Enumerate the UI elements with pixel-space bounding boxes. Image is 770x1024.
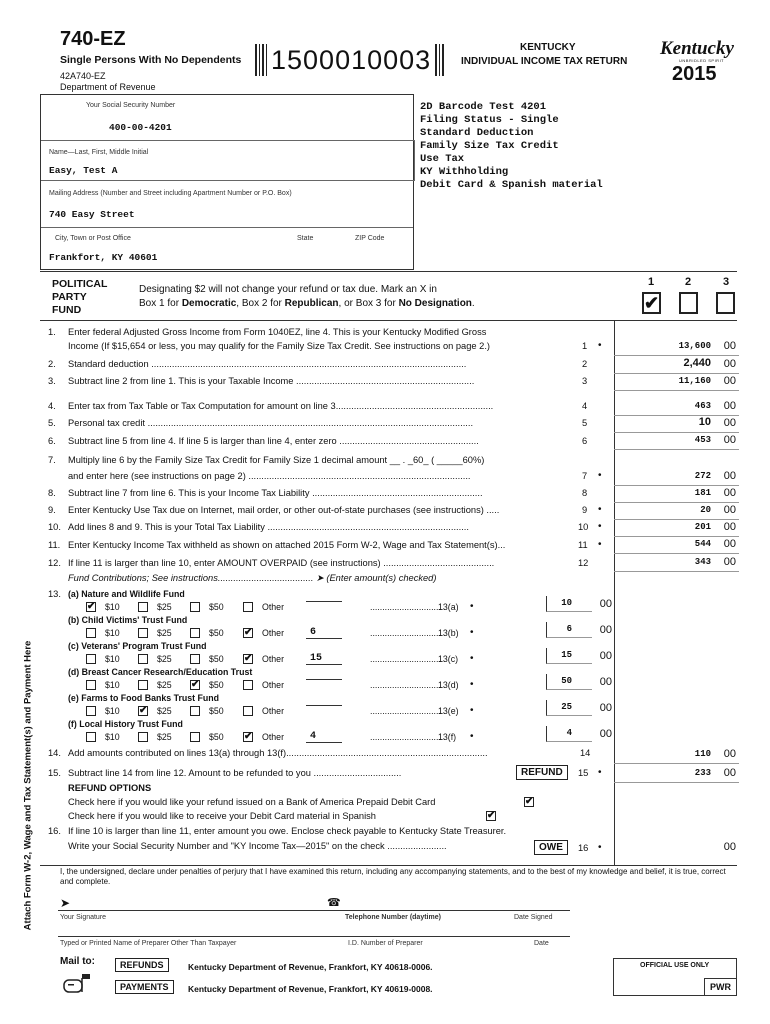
no-designation-label: No Designation xyxy=(398,298,472,309)
declaration-text: I, the undersigned, declare under penalties of perjury that I have examined this return, including any accompanying statements, and to the best of my knowledge and belief, it is true, correct and complete. xyxy=(60,867,726,886)
line-9-number: 9. xyxy=(48,505,56,515)
fund-0-option-3: Other xyxy=(262,602,285,612)
signature-label: Your Signature xyxy=(60,914,107,921)
line-10-text: Add lines 8 and 9. This is your Total Tax Liability .............................................................................. xyxy=(68,522,469,532)
party-box-1[interactable]: ✔ xyxy=(644,293,660,313)
refund-option-debit: Check here if you would like your refund issued on a Bank of America Prepaid Debit Card xyxy=(68,797,436,807)
ssn-field[interactable]: 400-00-4201 xyxy=(109,122,172,133)
fund-3-checkbox-2[interactable]: ✔ xyxy=(191,679,200,690)
fund-0-option-2: $50 xyxy=(209,602,224,612)
date-signed-label: Date Signed xyxy=(514,914,553,921)
line-11-amount: 544 xyxy=(694,539,711,549)
fund-0-dots: .............................. xyxy=(370,602,444,612)
line-16-ref: 16 xyxy=(578,843,589,853)
line-12-amount-box[interactable] xyxy=(614,554,739,572)
line-16-cents: 00 xyxy=(723,841,736,853)
line-8-text: Subtract line 7 from line 6. This is your Income Tax Liability .................................................................. xyxy=(68,488,483,498)
fund-1-option-3: Other xyxy=(262,628,285,638)
line-4-ref: 4 xyxy=(582,401,588,411)
party-box-2[interactable] xyxy=(679,292,698,314)
republican-label: Republican xyxy=(284,298,339,309)
fund-4-option-1: $25 xyxy=(157,706,172,716)
debit-card-checkbox[interactable]: ✔ xyxy=(525,796,534,807)
fund-1-option-2: $50 xyxy=(209,628,224,638)
fund-1-bullet: • xyxy=(470,627,474,638)
line-14-amount: 110 xyxy=(694,749,711,759)
fund-0-other-input[interactable] xyxy=(306,601,342,602)
line-15-number: 15. xyxy=(48,768,61,778)
line-1-ref: 1 xyxy=(582,341,588,351)
fund-3-other-input[interactable] xyxy=(306,679,342,680)
line-6-ref: 6 xyxy=(582,436,588,446)
line-12-cents: 00 xyxy=(723,556,736,568)
signature-arrow-icon: ➤ xyxy=(60,896,71,910)
fund-0-amount-box[interactable] xyxy=(546,596,612,612)
fund-4-ref: 13(e) xyxy=(438,706,459,716)
refund-options-title: REFUND OPTIONS xyxy=(68,783,152,793)
political-text-1: Designating $2 will not change your refund or tax due. Mark an X in xyxy=(139,284,437,295)
fund-2-bullet: • xyxy=(470,653,474,664)
line-16-bullet: • xyxy=(598,842,602,853)
democratic-label: Democratic xyxy=(181,298,237,309)
fund-4-checkbox-1[interactable]: ✔ xyxy=(139,705,148,716)
fund-2-checkbox-3[interactable]: ✔ xyxy=(244,653,253,664)
line-12-amount: 343 xyxy=(694,557,711,567)
form-code: 42A740-EZ xyxy=(60,71,106,81)
fund-1-option-1: $25 xyxy=(157,628,172,638)
official-use-code: PWR xyxy=(704,978,736,995)
kentucky-logo: Kentucky xyxy=(660,38,734,59)
fund-3-checkbox-1[interactable] xyxy=(138,680,148,690)
ssn-label: Your Social Security Number xyxy=(86,102,176,109)
fund-4-amount-box[interactable] xyxy=(546,700,612,716)
fund-5-amount-box[interactable] xyxy=(546,726,612,742)
line-6-amount: 453 xyxy=(694,435,711,445)
fund-4-cents: 00 xyxy=(599,702,612,714)
fund-1-ref: 13(b) xyxy=(438,628,459,638)
fund-1-checkbox-1[interactable] xyxy=(138,628,148,638)
fund-1-dots: .............................. xyxy=(370,628,444,638)
line-2-amount-box[interactable] xyxy=(614,356,739,374)
line-16-amount-box[interactable] xyxy=(614,839,739,857)
fund-1-cents: 00 xyxy=(599,624,612,636)
fund-2-cents: 00 xyxy=(599,650,612,662)
fund-1-other-input[interactable]: 6 xyxy=(306,627,342,639)
address-field[interactable]: 740 Easy Street xyxy=(49,209,135,220)
line-8-number: 8. xyxy=(48,488,56,498)
line-5-number: 5. xyxy=(48,418,56,428)
line-1-amount: 13,600 xyxy=(678,341,711,351)
political-text-pre: Box 1 for xyxy=(139,298,182,309)
fund-2-option-1: $25 xyxy=(157,654,172,664)
fund-2-ref: 13(c) xyxy=(438,654,459,664)
fund-0-ref: 13(a) xyxy=(438,602,459,612)
fund-1-option-0: $10 xyxy=(105,628,120,638)
fund-2-amount: 15 xyxy=(561,650,572,660)
fund-0-checkbox-0[interactable]: ✔ xyxy=(87,601,96,612)
name-label: Name—Last, First, Middle Initial xyxy=(49,149,149,156)
line-15-bullet: • xyxy=(598,767,602,778)
owe-label: OWE xyxy=(534,840,568,855)
political-text-end: . xyxy=(471,298,475,309)
fund-4-checkbox-0[interactable] xyxy=(86,706,96,716)
fund-0-label: (a) Nature and Wildlife Fund xyxy=(68,589,185,599)
fund-4-label: (e) Farms to Food Banks Trust Fund xyxy=(68,693,220,703)
refunds-address: Kentucky Department of Revenue, Frankfort, KY 40618-0006. xyxy=(188,962,433,972)
line-15-text: Subtract line 14 from line 12. Amount to be refunded to you .................................. xyxy=(68,768,402,778)
line-15-ref: 15 xyxy=(578,768,589,778)
line-14-text: Add amounts contributed on lines 13(a) through 13(f).............................................................................. xyxy=(68,748,488,758)
line-16-number: 16. xyxy=(48,826,61,836)
political-text-2 xyxy=(139,298,475,309)
line-9-ref: 9 xyxy=(582,505,588,515)
fund-1-label: (b) Child Victims' Trust Fund xyxy=(68,615,188,625)
fund-5-option-3: Other xyxy=(262,732,285,742)
preparer-id-label: I.D. Number of Preparer xyxy=(348,940,423,947)
fund-0-checkbox-1[interactable] xyxy=(138,602,148,612)
box-label-3: 3 xyxy=(723,276,730,288)
line-9-cents: 00 xyxy=(723,504,736,516)
line-6-cents: 00 xyxy=(723,434,736,446)
line-1-text-2: Income (If $15,654 or less, you may qualify for the Family Size Tax Credit. See instructions on page 2.) xyxy=(68,341,491,351)
fund-0-option-0: $10 xyxy=(105,602,120,612)
taxpayer-info-box xyxy=(40,94,414,270)
fund-1-checkbox-2[interactable] xyxy=(190,628,200,638)
line-15-amount: 233 xyxy=(694,768,711,778)
party-box-3[interactable] xyxy=(716,292,735,314)
department: Department of Revenue xyxy=(60,82,156,92)
fund-3-cents: 00 xyxy=(599,676,612,688)
official-use-label: OFFICIAL USE ONLY xyxy=(640,962,710,969)
box-label-2: 2 xyxy=(685,276,692,288)
fund-3-bullet: • xyxy=(470,679,474,690)
refund-option-spanish: Check here if you would like to receive your Debit Card material in Spanish xyxy=(68,811,376,821)
fund-4-other-input[interactable] xyxy=(306,705,342,706)
political-title-2: PARTY xyxy=(52,291,87,303)
political-party-fund xyxy=(40,271,737,321)
line-7-ref: 7 xyxy=(582,471,588,481)
line-11-amount-box[interactable] xyxy=(614,536,739,554)
line-3-amount: 11,160 xyxy=(678,376,711,386)
fund-4-checkbox-3[interactable] xyxy=(243,706,253,716)
line-4-cents: 00 xyxy=(723,400,736,412)
line-10-amount: 201 xyxy=(694,522,711,532)
line-14-amount-box[interactable] xyxy=(614,746,739,764)
fund-5-other-input[interactable]: 4 xyxy=(306,731,342,743)
line-2-cents: 00 xyxy=(723,358,736,370)
line-5-amount-box[interactable] xyxy=(614,415,739,433)
fund-5-option-1: $25 xyxy=(157,732,172,742)
line-10-ref: 10 xyxy=(578,522,589,532)
line-5-amount: 10 xyxy=(698,416,711,428)
payments-box: PAYMENTS xyxy=(115,980,174,994)
fund-3-amount: 50 xyxy=(561,676,572,686)
tax-year: 2015 xyxy=(672,63,717,85)
line-11-number: 11. xyxy=(48,540,61,550)
fund-0-bullet: • xyxy=(470,601,474,612)
mailbox-icon xyxy=(62,972,94,994)
fund-0-cents: 00 xyxy=(599,598,612,610)
line-4-text: Enter tax from Tax Table or Tax Computation for amount on line 3............................................................. xyxy=(68,401,494,411)
fund-4-bullet: • xyxy=(470,705,474,716)
line-9-bullet: • xyxy=(598,504,602,515)
line-2-text: Standard deduction .......................................................................................................................... xyxy=(68,359,467,369)
fund-0-checkbox-2[interactable] xyxy=(190,602,200,612)
line-16-text: If line 10 is larger than line 11, enter amount you owe. Enclose check payable to Kentucky State Treasurer. xyxy=(68,826,507,836)
line-9-amount-box[interactable] xyxy=(614,502,739,520)
line-5-ref: 5 xyxy=(582,418,588,428)
fund-5-cents: 00 xyxy=(599,728,612,740)
line-7-amount: 272 xyxy=(694,471,711,481)
fund-3-option-0: $10 xyxy=(105,680,120,690)
fund-4-amount: 25 xyxy=(561,702,572,712)
form-number: 740-EZ xyxy=(60,28,126,50)
line-3-ref: 3 xyxy=(582,376,588,386)
line-10-number: 10. xyxy=(48,522,61,532)
fund-2-dots: .............................. xyxy=(370,654,444,664)
line-1-cents: 00 xyxy=(723,340,736,352)
fund-1-checkbox-3[interactable]: ✔ xyxy=(244,627,253,638)
line-3-number: 3. xyxy=(48,376,56,386)
fund-5-checkbox-2[interactable] xyxy=(190,732,200,742)
state-name: KENTUCKY xyxy=(520,42,576,53)
fund-5-checkbox-0[interactable] xyxy=(86,732,96,742)
line-11-bullet: • xyxy=(598,539,602,550)
logo-tagline: UNBRIDLED SPIRIT xyxy=(679,58,725,63)
line-7-number: 7. xyxy=(48,455,56,465)
fund-2-label: (c) Veterans' Program Trust Fund xyxy=(68,641,207,651)
line-16-text-2: Write your Social Security Number and "KY Income Tax—2015" on the check ....................... xyxy=(68,841,447,851)
barcode-number: 1500010003 xyxy=(271,44,432,75)
fund-3-checkbox-3[interactable] xyxy=(243,680,253,690)
city-state-zip-field[interactable]: Frankfort, KY 40601 xyxy=(49,252,158,263)
line-4-amount: 463 xyxy=(694,401,711,411)
line-1-text: Enter federal Adjusted Gross Income from Form 1040EZ, line 4. This is your Kentucky Modified Gross xyxy=(68,327,487,337)
line-15-amount-box[interactable] xyxy=(614,765,739,783)
line-11-ref: 11 xyxy=(578,540,588,550)
line-8-cents: 00 xyxy=(723,487,736,499)
line-5-cents: 00 xyxy=(723,417,736,429)
fund-3-amount-box[interactable] xyxy=(546,674,612,690)
fund-5-option-2: $50 xyxy=(209,732,224,742)
fund-4-option-3: Other xyxy=(262,706,285,716)
fund-2-option-2: $50 xyxy=(209,654,224,664)
fund-2-checkbox-0[interactable] xyxy=(86,654,96,664)
attach-instructions: Attach Form W-2, Wage and Tax Statement(s) and Payment Here xyxy=(22,640,34,931)
fund-1-amount: 6 xyxy=(566,624,572,634)
fund-2-other-input[interactable]: 15 xyxy=(306,653,342,665)
line-2-number: 2. xyxy=(48,359,56,369)
name-field[interactable]: Easy, Test A xyxy=(49,165,118,176)
political-title xyxy=(52,278,107,317)
line-6-amount-box[interactable] xyxy=(614,432,739,450)
line-6-number: 6. xyxy=(48,436,56,446)
line-8-ref: 8 xyxy=(582,488,588,498)
line-4-amount-box[interactable] xyxy=(614,398,739,416)
line-7-text: Multiply line 6 by the Family Size Tax Credit for Family Size 1 decimal amount __ . _60_ ( _____60%) xyxy=(68,455,485,465)
line-1-number: 1. xyxy=(48,327,56,337)
line-6-text: Subtract line 5 from line 4. If line 5 is larger than line 4, enter zero ...................................................... xyxy=(68,436,479,446)
payments-address: Kentucky Department of Revenue, Frankfort, KY 40619-0008. xyxy=(188,984,433,994)
line-12-text: If line 11 is larger than line 10, enter AMOUNT OVERPAID (see instructions) ........................................... xyxy=(68,558,495,568)
fund-0-checkbox-3[interactable] xyxy=(243,602,253,612)
fund-5-checkbox-3[interactable]: ✔ xyxy=(244,731,253,742)
fund-5-dots: .............................. xyxy=(370,732,444,742)
fund-contributions-header: Fund Contributions; See instructions..................................... ➤ (Enter amount(s) checked) xyxy=(68,573,437,583)
line-3-amount-box[interactable] xyxy=(614,373,739,391)
line-1-bullet: • xyxy=(598,340,602,351)
refunds-box: REFUNDS xyxy=(115,958,169,972)
fund-1-checkbox-0[interactable] xyxy=(86,628,96,638)
line-14-number: 14. xyxy=(48,748,61,758)
line-11-text: Enter Kentucky Income Tax withheld as shown on attached 2015 Form W-2, Wage and Tax Statement(s)... xyxy=(68,540,506,550)
date-label: Date xyxy=(534,940,549,947)
line-4-number: 4. xyxy=(48,401,56,411)
fund-0-option-1: $25 xyxy=(157,602,172,612)
fund-5-option-0: $10 xyxy=(105,732,120,742)
fund-5-label: (f) Local History Trust Fund xyxy=(68,719,183,729)
political-text-mid2: , or Box 3 for xyxy=(338,298,399,309)
line-13-number: 13. xyxy=(48,589,61,599)
test-notes: 2D Barcode Test 4201 Filing Status - Single Standard Deduction Family Size Tax Credit Use Tax KY Withholding Debit Card & Spanish material xyxy=(420,101,603,191)
line-7-cents: 00 xyxy=(723,470,736,482)
line-10-cents: 00 xyxy=(723,521,736,533)
fund-3-dots: .............................. xyxy=(370,680,444,690)
telephone-icon: ☎ xyxy=(327,897,341,909)
refund-label: REFUND xyxy=(516,765,568,780)
line-15-cents: 00 xyxy=(723,767,736,779)
form-subtitle: Single Persons With No Dependents xyxy=(60,54,242,66)
fund-5-bullet: • xyxy=(470,731,474,742)
fund-5-ref: 13(f) xyxy=(438,732,457,742)
fund-3-label: (d) Breast Cancer Research/Education Trust xyxy=(68,667,253,677)
line-14-cents: 00 xyxy=(723,748,736,760)
line-11-cents: 00 xyxy=(723,538,736,550)
state-label: State xyxy=(297,235,314,242)
fund-2-checkbox-1[interactable] xyxy=(138,654,148,664)
line-2-amount: 2,440 xyxy=(683,357,711,369)
political-text-mid1: , Box 2 for xyxy=(236,298,285,309)
return-title: INDIVIDUAL INCOME TAX RETURN xyxy=(461,56,628,67)
line-8-amount-box[interactable] xyxy=(614,485,739,503)
fund-4-checkbox-2[interactable] xyxy=(190,706,200,716)
line-7-text-2: and enter here (see instructions on page 2) ...................................................................................... xyxy=(68,471,471,481)
line-9-amount: 20 xyxy=(700,505,711,515)
line-3-cents: 00 xyxy=(723,375,736,387)
fund-2-checkbox-2[interactable] xyxy=(190,654,200,664)
fund-3-option-2: $50 xyxy=(209,680,224,690)
preparer-label: Typed or Printed Name of Preparer Other Than Taxpayer xyxy=(60,940,237,947)
line-12-number: 12. xyxy=(48,558,61,568)
spanish-checkbox[interactable]: ✔ xyxy=(487,810,496,821)
fund-5-checkbox-1[interactable] xyxy=(138,732,148,742)
city-label: City, Town or Post Office xyxy=(55,235,131,242)
address-label: Mailing Address (Number and Street including Apartment Number or P.O. Box) xyxy=(49,190,292,197)
telephone-label: Telephone Number (daytime) xyxy=(345,914,441,921)
line-8-amount: 181 xyxy=(694,488,711,498)
line-10-amount-box[interactable] xyxy=(614,519,739,537)
fund-1-amount-box[interactable] xyxy=(546,622,612,638)
line-1-amount-box[interactable] xyxy=(614,338,739,356)
line-7-bullet: • xyxy=(598,470,602,481)
line-7-amount-box[interactable] xyxy=(614,468,739,486)
line-10-bullet: • xyxy=(598,521,602,532)
fund-4-dots: .............................. xyxy=(370,706,444,716)
line-14-ref: 14 xyxy=(580,748,591,758)
political-title-1: POLITICAL xyxy=(52,278,108,290)
line-2-ref: 2 xyxy=(582,359,588,369)
line-12-ref: 12 xyxy=(578,558,589,568)
mail-to-label: Mail to: xyxy=(60,956,95,967)
official-use-box xyxy=(613,958,737,996)
fund-2-amount-box[interactable] xyxy=(546,648,612,664)
line-9-text: Enter Kentucky Use Tax due on Internet, mail order, or other out-of-state purchases (see instructions) ..... xyxy=(68,505,500,515)
fund-5-amount: 4 xyxy=(566,728,572,738)
fund-3-checkbox-0[interactable] xyxy=(86,680,96,690)
fund-0-amount: 10 xyxy=(561,598,572,608)
political-title-3: FUND xyxy=(52,304,82,316)
fund-3-option-3: Other xyxy=(262,680,285,690)
fund-4-option-0: $10 xyxy=(105,706,120,716)
line-3-text: Subtract line 2 from line 1. This is your Taxable Income ..................................................................... xyxy=(68,376,475,386)
zip-label: ZIP Code xyxy=(355,235,385,242)
fund-4-option-2: $50 xyxy=(209,706,224,716)
fund-2-option-0: $10 xyxy=(105,654,120,664)
barcode xyxy=(255,42,488,78)
fund-3-option-1: $25 xyxy=(157,680,172,690)
fund-2-option-3: Other xyxy=(262,654,285,664)
box-label-1: 1 xyxy=(648,276,655,288)
line-5-text: Personal tax credit .............................................................................................................................. xyxy=(68,418,474,428)
fund-3-ref: 13(d) xyxy=(438,680,459,690)
